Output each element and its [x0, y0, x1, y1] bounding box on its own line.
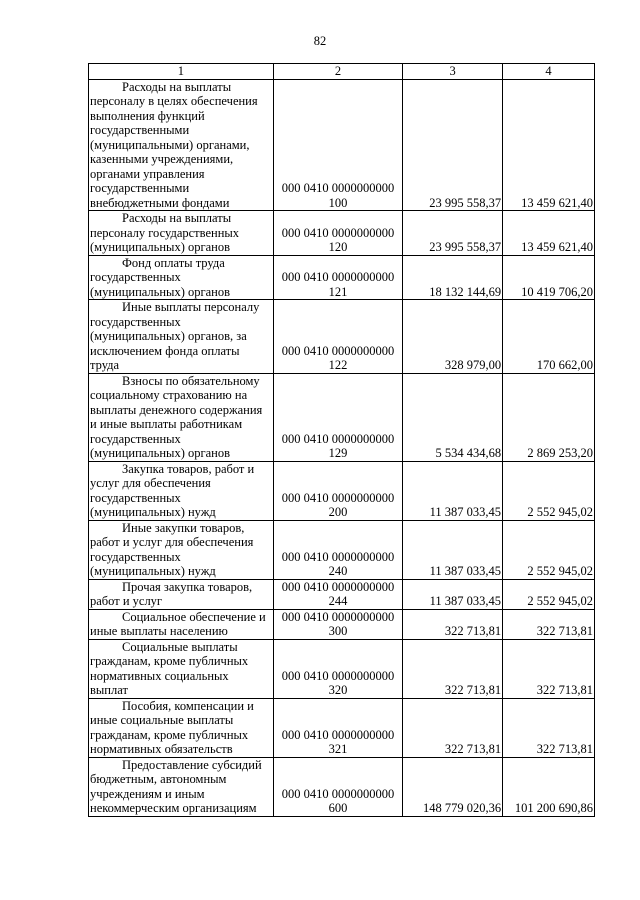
table-row — [89, 79, 595, 211]
budget-code-cell — [273, 461, 402, 520]
amount-col4-cell: 13 459 621,40 — [503, 211, 595, 256]
amount-col4-cell: 322 713,81 — [503, 698, 595, 757]
expense-name-line: государственными — [90, 181, 190, 195]
column-header-1: 1 — [89, 64, 274, 80]
budget-code-line: 000 0410 0000000000 — [281, 490, 395, 505]
budget-table — [88, 63, 595, 817]
amount-col3-cell: 23 995 558,37 — [403, 79, 503, 211]
column-header-4: 4 — [503, 64, 595, 80]
expense-name-cell — [89, 609, 274, 639]
table-row — [89, 461, 595, 520]
expense-name-cell — [89, 255, 274, 300]
expense-name-line: Расходы на выплаты — [122, 211, 232, 225]
table-row — [89, 639, 595, 698]
budget-code-line: 129 — [328, 446, 348, 460]
expense-name-cell — [89, 79, 274, 211]
table-row — [89, 698, 595, 757]
expense-name-line: государственных — [90, 270, 181, 284]
expense-name-cell — [89, 300, 274, 374]
amount-col4-cell: 322 713,81 — [503, 639, 595, 698]
expense-name-line: Предоставление субсидий — [122, 757, 262, 772]
amount-col3-cell: 11 387 033,45 — [403, 461, 503, 520]
amount-col3-cell: 23 995 558,37 — [403, 211, 503, 256]
budget-code-line: 000 0410 0000000000 — [281, 343, 395, 358]
budget-code-line: 100 — [328, 195, 348, 210]
amount-col4-cell: 322 713,81 — [503, 609, 595, 639]
expense-name-line: внебюджетными фондами — [90, 195, 230, 210]
expense-name-cell — [89, 639, 274, 698]
expense-name-line: выполнения функций — [90, 108, 205, 123]
table-row — [89, 520, 595, 579]
expense-name-line: Пособия, компенсации и — [122, 698, 254, 713]
amount-col3-cell: 322 713,81 — [403, 698, 503, 757]
expense-name-line: социальному страхованию на — [90, 388, 248, 402]
budget-code-cell — [273, 698, 402, 757]
expense-name-line: учреждениям и иным — [90, 786, 205, 801]
expense-name-line: некоммерческим организациям — [90, 801, 257, 815]
budget-code-line: 244 — [328, 594, 348, 608]
expense-name-line: (муниципальных) органов, за — [90, 329, 247, 343]
budget-code-line: 000 0410 0000000000 — [281, 579, 395, 594]
budget-code-cell — [273, 609, 402, 639]
expense-name-line: нормативных социальных — [90, 668, 229, 683]
budget-code-line: 000 0410 0000000000 — [281, 786, 395, 801]
table-row — [89, 757, 595, 816]
expense-name-line: выплаты денежного содержания — [90, 402, 263, 417]
amount-col3-cell: 18 132 144,69 — [403, 255, 503, 300]
expense-name-cell — [89, 579, 274, 609]
expense-name-line: иные выплаты населению — [90, 624, 228, 638]
expense-name-line: (муниципальных) органов — [90, 240, 231, 254]
amount-col4-cell: 2 552 945,02 — [503, 579, 595, 609]
expense-name-line: Социальные выплаты — [122, 639, 238, 654]
column-header-3: 3 — [403, 64, 503, 80]
expense-name-line: (муниципальными) органами, — [90, 137, 250, 152]
expense-name-line: государственных — [90, 314, 181, 329]
expense-name-line: государственных — [90, 549, 181, 564]
amount-col4-cell: 13 459 621,40 — [503, 79, 595, 211]
amount-col3-cell: 322 713,81 — [403, 609, 503, 639]
budget-code-cell — [273, 639, 402, 698]
expense-name-line: Иные выплаты персоналу — [122, 300, 260, 314]
expense-name-line: гражданам, кроме публичных — [90, 727, 249, 742]
table-body — [89, 64, 595, 817]
header-row — [89, 64, 595, 80]
budget-code-cell — [273, 579, 402, 609]
budget-code-line: 000 0410 0000000000 — [281, 609, 395, 624]
budget-code-line: 120 — [328, 240, 348, 254]
column-header-2: 2 — [273, 64, 402, 80]
amount-col3-cell: 148 779 020,36 — [403, 757, 503, 816]
budget-code-cell — [273, 79, 402, 211]
expense-name-line: выплат — [90, 683, 128, 697]
budget-code-line: 121 — [328, 284, 348, 299]
expense-name-line: работ и услуг для обеспечения — [90, 535, 254, 549]
expense-name-line: персоналу в целях обеспечения — [90, 94, 258, 108]
expense-name-line: государственных — [90, 490, 181, 505]
budget-code-cell — [273, 255, 402, 300]
expense-name-line: государственными — [90, 123, 190, 137]
amount-col3-cell: 5 534 434,68 — [403, 373, 503, 461]
budget-code-line: 320 — [328, 683, 348, 697]
expense-name-line: органами управления — [90, 166, 205, 181]
budget-code-line: 000 0410 0000000000 — [281, 668, 395, 683]
expense-name-line: (муниципальных) органов — [90, 284, 231, 299]
budget-code-line: 000 0410 0000000000 — [281, 431, 395, 446]
table-row — [89, 300, 595, 374]
expense-name-line: Взносы по обязательному — [122, 373, 260, 388]
expense-name-line: государственных — [90, 431, 181, 446]
expense-name-line: нормативных обязательств — [90, 742, 233, 756]
expense-name-line: (муниципальных) органов — [90, 446, 231, 460]
amount-col4-cell: 2 869 253,20 — [503, 373, 595, 461]
expense-name-line: и иные выплаты работникам — [90, 417, 243, 431]
expense-name-line: Расходы на выплаты — [122, 79, 232, 94]
amount-col3-cell: 322 713,81 — [403, 639, 503, 698]
expense-name-line: персоналу государственных — [90, 225, 240, 240]
budget-code-line: 122 — [328, 358, 348, 372]
table-row — [89, 373, 595, 461]
budget-code-cell — [273, 373, 402, 461]
amount-col4-cell: 2 552 945,02 — [503, 520, 595, 579]
expense-name-line: (муниципальных) нужд — [90, 505, 216, 519]
amount-col3-cell: 11 387 033,45 — [403, 579, 503, 609]
table-row — [89, 579, 595, 609]
amount-col3-cell: 11 387 033,45 — [403, 520, 503, 579]
expense-name-line: Закупка товаров, работ и — [122, 461, 255, 476]
amount-col4-cell: 10 419 706,20 — [503, 255, 595, 300]
expense-name-line: казенными учреждениями, — [90, 152, 234, 166]
expense-name-line: услуг для обеспечения — [90, 476, 211, 490]
expense-name-line: (муниципальных) нужд — [90, 564, 216, 578]
table-row — [89, 211, 595, 256]
expense-name-cell — [89, 757, 274, 816]
expense-name-line: иные социальные выплаты — [90, 713, 234, 727]
table-row — [89, 255, 595, 300]
expense-name-line: Иные закупки товаров, — [122, 520, 245, 535]
budget-code-line: 300 — [328, 624, 348, 638]
budget-code-cell — [273, 757, 402, 816]
expense-name-line: работ и услуг — [90, 594, 163, 608]
amount-col3-cell: 328 979,00 — [403, 300, 503, 374]
budget-code-line: 321 — [328, 742, 348, 756]
budget-code-line: 000 0410 0000000000 — [281, 727, 395, 742]
expense-name-line: бюджетным, автономным — [90, 772, 227, 786]
expense-name-cell — [89, 211, 274, 256]
expense-name-line: исключением фонда оплаты — [90, 343, 240, 358]
amount-col4-cell: 170 662,00 — [503, 300, 595, 374]
budget-code-line: 000 0410 0000000000 — [281, 181, 395, 195]
amount-col4-cell: 101 200 690,86 — [503, 757, 595, 816]
expense-name-cell — [89, 373, 274, 461]
budget-code-cell — [273, 211, 402, 256]
budget-code-line: 000 0410 0000000000 — [281, 549, 395, 564]
page-number: 82 — [313, 34, 327, 48]
budget-code-line: 600 — [328, 801, 348, 815]
expense-name-line: Социальное обеспечение и — [122, 609, 266, 624]
budget-code-line: 240 — [328, 564, 348, 578]
table-row — [89, 609, 595, 639]
expense-name-cell — [89, 461, 274, 520]
expense-name-line: Прочая закупка товаров, — [122, 579, 253, 594]
expense-name-line: труда — [90, 358, 120, 372]
budget-code-line: 000 0410 0000000000 — [281, 270, 395, 284]
expense-name-cell — [89, 520, 274, 579]
budget-code-cell — [273, 300, 402, 374]
amount-col4-cell: 2 552 945,02 — [503, 461, 595, 520]
budget-code-cell — [273, 520, 402, 579]
budget-code-line: 000 0410 0000000000 — [281, 225, 395, 240]
expense-name-cell — [89, 698, 274, 757]
expense-name-line: гражданам, кроме публичных — [90, 654, 249, 668]
budget-code-line: 200 — [328, 505, 348, 519]
expense-name-line: Фонд оплаты труда — [122, 255, 225, 270]
